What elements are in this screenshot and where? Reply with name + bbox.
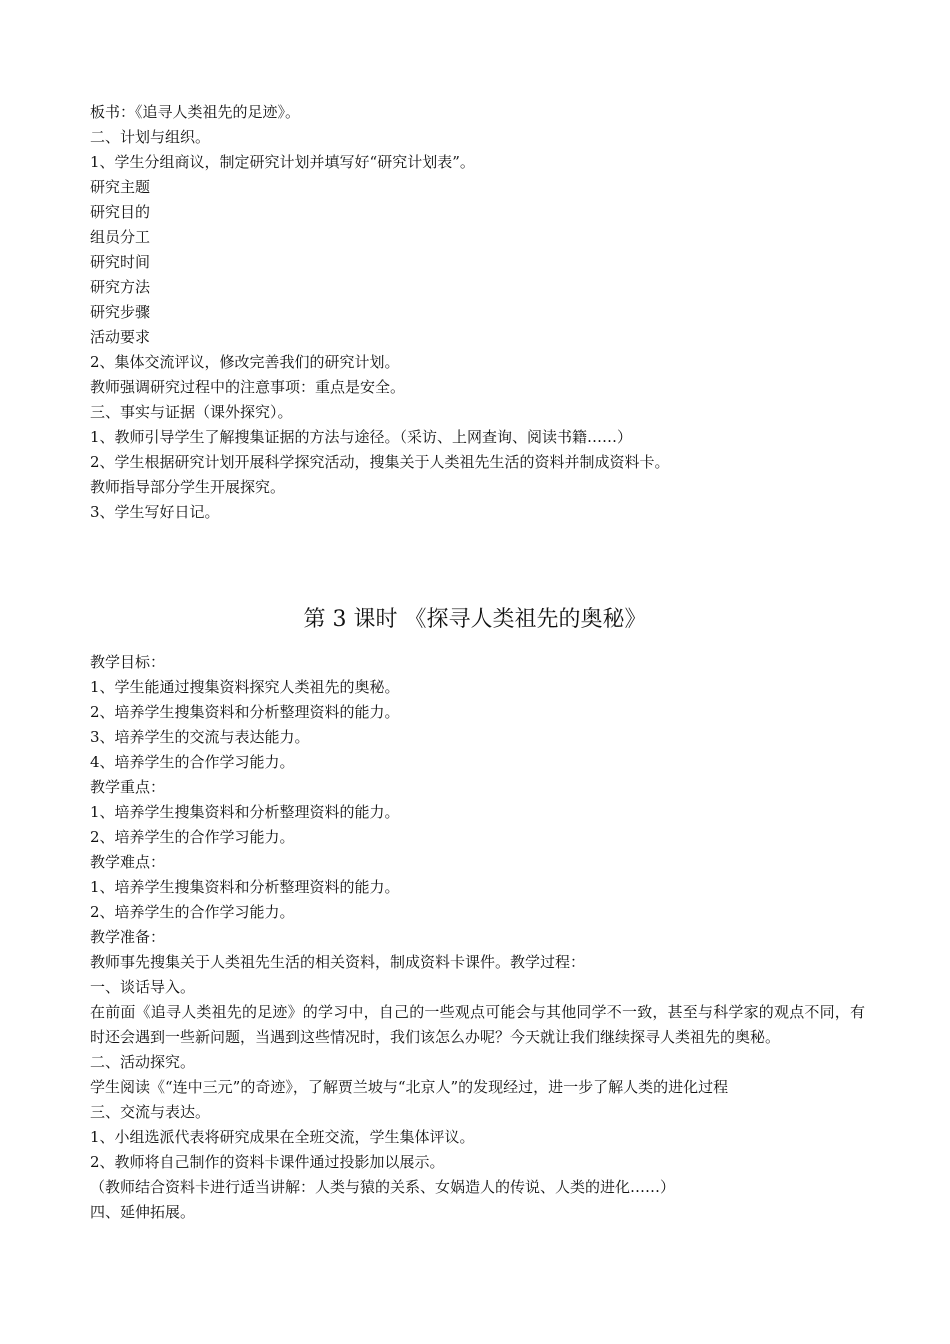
text-line: 一、谈话导入。 <box>90 978 196 996</box>
text-line: 学生阅读《“连中三元”的奇迹》，了解贾兰坡与“北京人”的发现经过，进一步了解人类的进化过程 <box>90 1078 729 1096</box>
text-line: 2、培养学生的合作学习能力。 <box>90 903 295 921</box>
text-line: 活动要求 <box>90 328 151 346</box>
text-line: 研究时间 <box>90 253 151 271</box>
lesson-plan-section-1 <box>90 100 865 525</box>
text-line: 2、集体交流评议，修改完善我们的研究计划。 <box>90 353 400 371</box>
text-line: 1、教师引导学生了解搜集证据的方法与途径。（采访、上网查询、阅读书籍……） <box>90 428 633 446</box>
text-line: 三、交流与表达。 <box>90 1103 211 1121</box>
text-line: 教学准备： <box>90 928 166 946</box>
intro-paragraph: 在前面《追寻人类祖先的足迹》的学习中，自己的一些观点可能会与其他同学不一致，甚至与科学家的观点不同，有时还会遇到一些新问题，当遇到这些情况时，我们该怎么办呢？今天就让我们继续探寻人类祖先的奥秘。 <box>90 1003 865 1046</box>
text-line: 四、延伸拓展。 <box>90 1203 196 1221</box>
text-line: 组员分工 <box>90 228 151 246</box>
text-line: 三、事实与证据（课外探究）。 <box>90 403 293 421</box>
text-line: 1、学生分组商议，制定研究计划并填写好“研究计划表”。 <box>90 153 475 171</box>
text-line: 3、培养学生的交流与表达能力。 <box>90 728 310 746</box>
text-line: 研究方法 <box>90 278 151 296</box>
text-line: 研究步骤 <box>90 303 151 321</box>
text-line: 教师事先搜集关于人类祖先生活的相关资料，制成资料卡课件。教学过程： <box>90 953 586 971</box>
text-line: 2、培养学生的合作学习能力。 <box>90 828 295 846</box>
text-line: 1、学生能通过搜集资料探究人类祖先的奥秘。 <box>90 678 400 696</box>
text-line: 1、小组选派代表将研究成果在全班交流，学生集体评议。 <box>90 1128 475 1146</box>
text-line: 教学目标： <box>90 653 166 671</box>
text-line: 研究主题 <box>90 178 151 196</box>
text-line: 教师强调研究过程中的注意事项：重点是安全。 <box>90 378 406 396</box>
text-line: 教学重点： <box>90 778 166 796</box>
text-line: 教学难点： <box>90 853 166 871</box>
text-line: 板书：《追寻人类祖先的足迹》。 <box>90 103 301 121</box>
text-line: （教师结合资料卡进行适当讲解：人类与猿的关系、女娲造人的传说、人类的进化……） <box>90 1178 676 1196</box>
text-line: 研究目的 <box>90 203 151 221</box>
lesson-plan-section-2 <box>90 650 865 1225</box>
text-line: 1、培养学生搜集资料和分析整理资料的能力。 <box>90 803 400 821</box>
text-line: 2、教师将自己制作的资料卡课件通过投影加以展示。 <box>90 1153 445 1171</box>
text-line: 二、活动探究。 <box>90 1053 196 1071</box>
text-line: 3、学生写好日记。 <box>90 503 220 521</box>
text-line: 2、学生根据研究计划开展科学探究活动，搜集关于人类祖先生活的资料并制成资料卡。 <box>90 453 670 471</box>
text-line: 1、培养学生搜集资料和分析整理资料的能力。 <box>90 878 400 896</box>
text-line: 二、计划与组织。 <box>90 128 211 146</box>
text-line: 2、培养学生搜集资料和分析整理资料的能力。 <box>90 703 400 721</box>
text-line: 教师指导部分学生开展探究。 <box>90 478 286 496</box>
lesson-title: 第 3 课时 《探寻人类祖先的奥秘》 <box>303 607 647 632</box>
text-line: 4、培养学生的合作学习能力。 <box>90 753 295 771</box>
